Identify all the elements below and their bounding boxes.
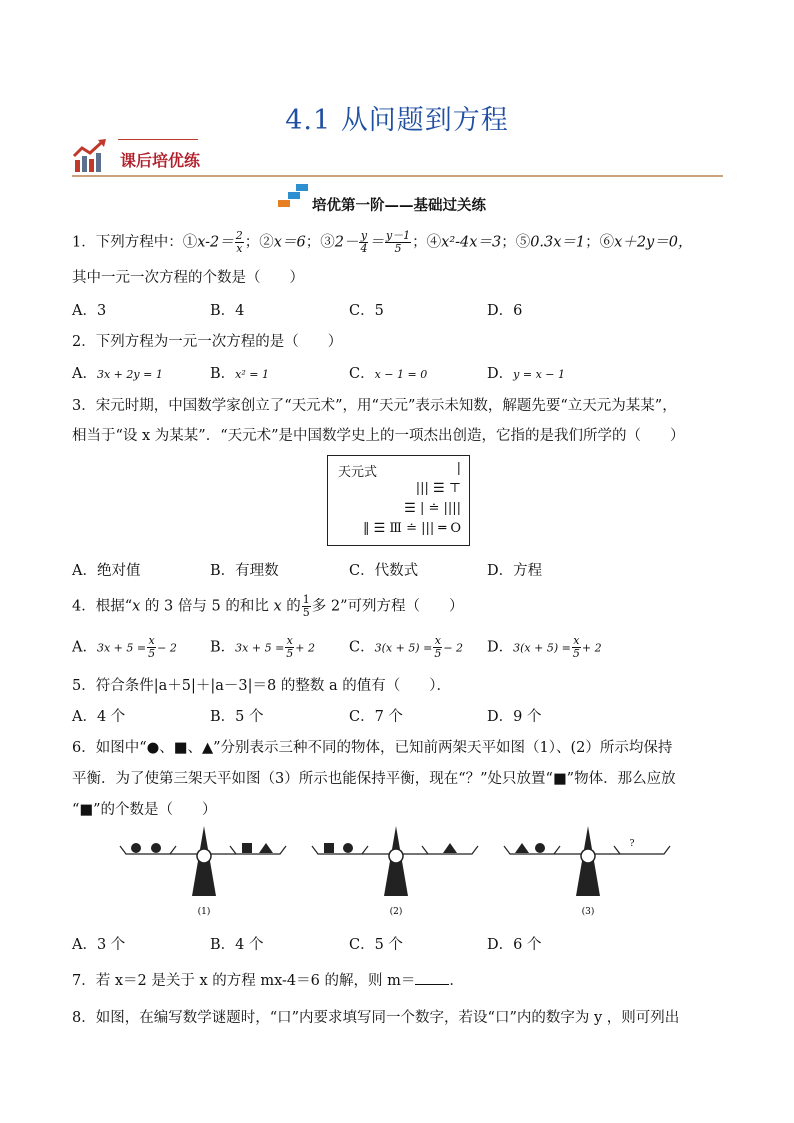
caption-3: (3)	[581, 907, 595, 917]
question-3-line-1: 3．宋元时期，中国数学家创立了“天元术”，用“天元”表示未知数，解题先要“立天元为某某”，	[72, 398, 677, 414]
item-marker: ④	[426, 234, 442, 251]
numerator: x	[434, 634, 441, 647]
question-7-text	[72, 969, 464, 990]
q5-option-b[interactable]: B．5 个	[210, 709, 264, 725]
fraction	[285, 635, 294, 660]
variable: x	[132, 598, 141, 615]
denominator: 4	[360, 242, 368, 255]
item-marker: ⑥	[599, 234, 615, 251]
equation: x-2＝	[197, 234, 234, 251]
balance-1	[120, 826, 286, 917]
variable: x	[273, 598, 282, 615]
fraction	[385, 230, 411, 255]
question-3-line-2: 相当于“设 x 为某某”．“天元术”是中国数学史上的一项杰出创造，它指的是我们所学的（ ）	[72, 428, 685, 444]
q6-option-b[interactable]: B．4 个	[210, 937, 264, 953]
q2-option-b[interactable]	[210, 362, 269, 383]
denominator: 5	[434, 647, 442, 660]
option-right: − 2	[443, 641, 464, 655]
question-6-line-1: 6．如图中“●、■、▲”分别表示三种不同的物体，已知前两架天平如图（1）、(2）所示均保持	[72, 740, 673, 756]
fraction	[359, 230, 368, 255]
q1-option-d[interactable]: D．6	[487, 303, 523, 319]
equation: 0.3x＝1	[530, 234, 586, 251]
question-text: 的	[281, 598, 301, 615]
figure-row-3: ☰ | ≐ ||||	[404, 501, 461, 516]
separator: ；	[501, 234, 516, 251]
numerator: x	[573, 634, 580, 647]
option-expression: x² = 1	[235, 368, 269, 381]
denominator: 5	[394, 242, 402, 255]
balance-3	[504, 826, 670, 917]
numerator: y－1	[385, 229, 411, 242]
fraction	[572, 635, 581, 660]
figure-row-2: ||| ☰ ⊤	[415, 481, 461, 496]
balance-2	[312, 826, 478, 917]
q2-option-a[interactable]	[72, 362, 163, 383]
chart-trend-icon	[72, 138, 108, 174]
caption-2: (2)	[389, 907, 403, 917]
option-letter: D．	[487, 366, 514, 382]
figure-row-1: |	[456, 461, 461, 476]
question-1-line-2: 其中一元一次方程的个数是（ ）	[72, 270, 304, 286]
numerator: 1	[302, 593, 310, 606]
stage-title: 培优第一阶——基础过关练	[312, 198, 486, 214]
q3-option-d[interactable]: D．方程	[487, 563, 543, 579]
option-letter: D．	[487, 639, 514, 656]
option-letter: B．	[210, 366, 236, 382]
q6-option-c[interactable]: C．5 个	[349, 937, 403, 953]
fraction	[433, 635, 442, 660]
option-right: + 2	[295, 641, 315, 655]
equals: ＝	[369, 234, 384, 251]
separator: ；	[412, 234, 427, 251]
item-marker: ②	[259, 234, 274, 251]
q6-option-a[interactable]: A．3 个	[72, 937, 126, 953]
balances-figure	[118, 826, 678, 926]
equation: x²-4x＝3	[441, 234, 502, 251]
q5-option-a[interactable]: A．4 个	[72, 709, 126, 725]
equation: x＝6	[273, 234, 306, 251]
ball-icon	[535, 843, 545, 853]
q4-option-d[interactable]	[487, 635, 602, 660]
denominator: x	[236, 242, 243, 255]
option-right: + 2	[581, 641, 602, 655]
q6-option-d[interactable]: D．6 个	[487, 937, 542, 953]
option-letter: C．	[349, 366, 375, 382]
fraction	[302, 594, 311, 619]
q3-option-a[interactable]: A．绝对值	[72, 563, 141, 579]
q3-option-c[interactable]: C．代数式	[349, 563, 419, 579]
numerator: y	[360, 229, 368, 242]
option-left: 3(x + 5) =	[374, 641, 433, 655]
q4-option-a[interactable]	[72, 635, 177, 660]
option-letter: A．	[72, 366, 97, 382]
section-divider	[72, 175, 723, 177]
option-right: − 2	[157, 641, 177, 655]
ball-icon	[343, 843, 353, 853]
question-text: 的 3 倍与 5 的和比	[140, 598, 274, 615]
question-1-line-1	[72, 230, 692, 255]
option-left: 3x + 5 =	[235, 641, 285, 655]
triangle-icon	[515, 843, 529, 853]
q2-option-c[interactable]	[349, 362, 427, 383]
denominator: 5	[302, 606, 310, 619]
numerator: x	[148, 634, 155, 647]
question-text: 下列方程中：	[95, 234, 183, 251]
option-left: 3(x + 5) =	[513, 641, 571, 655]
caption-1: (1)	[197, 907, 211, 917]
item-marker: ⑤	[515, 234, 531, 251]
square-icon	[324, 843, 334, 853]
q5-option-c[interactable]: C．7 个	[349, 709, 403, 725]
answer-blank[interactable]	[415, 972, 449, 985]
separator: ；	[305, 234, 321, 251]
q1-option-b[interactable]: B．4	[210, 303, 245, 319]
q2-option-d[interactable]	[487, 362, 565, 383]
section-top-rule	[118, 139, 198, 140]
item-marker: ①	[182, 234, 198, 251]
figure-title: 天元式	[338, 465, 378, 480]
equation: 2－	[334, 234, 359, 251]
tianyuan-figure	[327, 455, 470, 546]
q5-option-d[interactable]: D．9 个	[487, 709, 542, 725]
question-text: ．	[449, 973, 464, 989]
triangle-icon	[259, 843, 273, 853]
square-icon	[242, 843, 252, 853]
option-letter: C．	[349, 639, 375, 656]
question-8-text: 8．如图，在编写数学谜题时，“口”内要求填写同一个数字，若设“口”内的数字为 y ，则可列出	[72, 1010, 680, 1026]
stairs-icon	[276, 183, 310, 209]
option-letter: B．	[210, 639, 236, 656]
section-label: 课后培优练	[120, 151, 201, 170]
q1-option-a[interactable]: A．3	[72, 303, 107, 319]
q3-option-b[interactable]: B．有理数	[210, 563, 279, 579]
question-6-line-3: “■”的个数是（ ）	[72, 802, 217, 818]
option-letter: A．	[72, 639, 97, 656]
numerator: 2	[235, 229, 243, 242]
page-title: 4.1 从问题到方程	[285, 105, 509, 136]
question-2-text: 2．下列方程为一元一次方程的是（ ）	[72, 334, 343, 350]
ball-icon	[151, 843, 161, 853]
figure-row-4: ‖ ☰ Ⅲ ≐ ||| ═ O	[362, 521, 461, 536]
denominator: 5	[148, 647, 156, 660]
fraction	[235, 230, 244, 255]
q4-option-b[interactable]	[210, 635, 315, 660]
option-expression: 3x + 2y = 1	[96, 368, 163, 381]
numerator: x	[286, 634, 293, 647]
ball-icon	[131, 843, 141, 853]
question-number: 1．	[72, 234, 96, 251]
denominator: 5	[572, 647, 580, 660]
triangle-icon	[443, 843, 457, 853]
option-expression: y = x − 1	[513, 368, 565, 381]
q1-option-c[interactable]: C．5	[349, 303, 384, 319]
question-text: 7．若 x＝2 是关于 x 的方程 mx-4＝6 的解，则 m＝	[72, 973, 416, 989]
q4-option-c[interactable]	[349, 635, 463, 660]
denominator: 5	[286, 647, 294, 660]
option-left: 3x + 5 =	[96, 641, 147, 655]
separator: ；	[585, 234, 600, 251]
question-text: 多 2”可列方程（ ）	[311, 598, 464, 615]
equation: x＋2y＝0，	[614, 234, 693, 251]
question-text: 4．根据“	[72, 598, 133, 615]
question-4-text	[72, 594, 463, 619]
question-6-line-2: 平衡．为了使第三架天平如图（3）所示也能保持平衡，现在“？”处只放置“■”物体．那么应放	[72, 771, 676, 787]
balances-svg	[118, 826, 678, 926]
separator: ；	[244, 234, 260, 251]
item-marker: ③	[320, 234, 335, 251]
question-mark: ?	[629, 839, 635, 849]
fraction	[147, 635, 156, 660]
option-expression: x − 1 = 0	[374, 368, 428, 381]
question-5-text: 5．符合条件|a＋5|＋|a－3|＝8 的整数 a 的值有（ ）．	[72, 678, 451, 694]
